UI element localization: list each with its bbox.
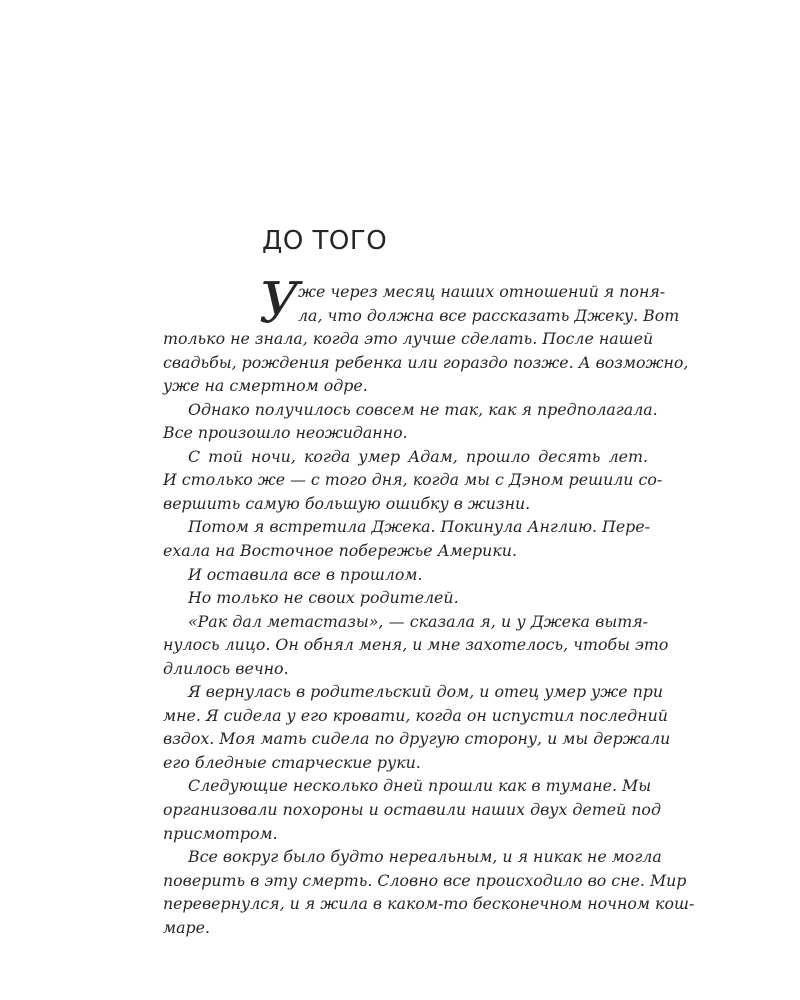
text-line: Потом я встретила Джека. Покинула Англию. Пере- (188, 517, 650, 537)
text-line: С той ночи, когда умер Адам, прошло десять лет. (188, 446, 648, 466)
chapter-body (163, 271, 695, 939)
chapter-title: ДО ТОГО (262, 226, 388, 256)
text-line: Но только не своих родителей. (188, 588, 459, 608)
text-line: организовали похороны и оставили наших двух детей под (163, 800, 661, 820)
text-line: маре. (163, 917, 210, 937)
drop-cap: У (259, 271, 300, 336)
text-line: вершить самую большую ошибку в жизни. (163, 493, 531, 513)
text-line: «Рак дал метастазы», — сказала я, и у Джека вытя- (188, 611, 648, 631)
text-line: Однако получилось совсем не так, как я предполагала. (188, 399, 658, 419)
text-line: Следующие несколько дней прошли как в тумане. Мы (188, 776, 652, 796)
text-line: поверить в эту смерть. Словно все происходило во сне. Мир (163, 870, 687, 890)
text-line: И оставила все в прошлом. (188, 564, 423, 584)
text-line: вздох. Моя мать сидела по другую сторону, и мы держали (163, 729, 671, 749)
text-line: уже на смертном одре. (163, 376, 368, 396)
text-line: длилось вечно. (163, 658, 289, 678)
text-line: свадьбы, рождения ребенка или гораздо позже. А возможно, (163, 352, 689, 372)
text-line: нулось лицо. Он обнял меня, и мне захотелось, чтобы это (163, 635, 669, 655)
text-line: И столько же — с того дня, когда мы с Дэном решили со- (163, 470, 663, 490)
text-line: ла, что должна все рассказать Джеку. Вот (298, 305, 680, 325)
text-line: Я вернулась в родительский дом, и отец умер уже при (188, 682, 664, 702)
text-line: же через месяц наших отношений я поня- (298, 282, 666, 301)
text-line: Все вокруг было будто нереальным, и я никак не могла (188, 847, 662, 867)
text-line: Все произошло неожиданно. (163, 423, 408, 443)
text-line: присмотром. (163, 823, 278, 843)
text-line: его бледные старческие руки. (163, 752, 421, 772)
text-line: перевернулся, и я жила в каком-то бесконечном ночном кош- (163, 894, 695, 914)
text-line: мне. Я сидела у его кровати, когда он испустил последний (163, 705, 668, 725)
text-line: ехала на Восточное побережье Америки. (163, 541, 517, 561)
text-line: только не знала, когда это лучше сделать. После нашей (163, 329, 654, 349)
